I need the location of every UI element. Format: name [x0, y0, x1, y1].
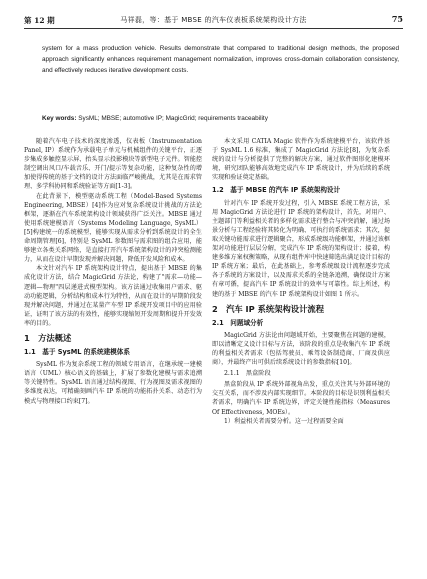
running-title: 马祥磊，等：基于 MBSE 的汽车仪表板系统架构设计方法	[120, 16, 307, 24]
right-paragraph-4: 黑盒阶段从 IP 系统外部视角出发，重点关注其与外部环境的交互关系，而不涉及内部实现细节。本阶段的目标是识别利益相关者需求，明确汽车 IP 系统边界，评定关键性能指标（Measures Of Effectiveness, MOEs）。	[212, 381, 390, 416]
intro-paragraph-2: 在此背景下，模型驱动系统工程（Model-Based Systems Engineering, MBSE）[4]作为应对复杂系统设计挑战的方法论框架，逐渐在汽车系统架构设计领域获得广泛关注。MBSE 通过使用系统建模语言（Systems Modeling Language, SysML）[5]构建统一的系统模型，能够实现从需求分析到系统设计的全生命周期管理[6]，特别是 SysML 参数图与需求图的组合应用，能够建立各类关系网络，是直接打开汽车系统架构设计的冲突检测能力，从而在设计早期发现并解决问题，降低开发风险和成本。	[24, 192, 202, 264]
right-paragraph-1: 本文采用 CATIA Magic 软件作为系统建模平台，该软件基于 SysML 1.6 标准，集成了 MagicGrid 方法论[8]，为复杂系统的设计与分析提供了完整的解决方案，通过软件图形化建模环境，研究团队能够高效地完成汽车 IP 系统设计，并为后续的系统实现和验证奠定基础。	[212, 138, 390, 182]
right-column	[212, 137, 390, 426]
left-column	[24, 137, 202, 406]
intro-paragraph-1: 随着汽车电子技术的深度渗透，仪表板（Instrumentation Panel, IP）系统作为承载电子单元与机械组件的关键平台，正逐步集成多触控显示屏、抬头显示投影模块等新型电子元件。智能控制空调出风口/车载音乐、开门/提示等复杂功能，这种复杂性的增加使得传统的基于文档的设计方法面临严峻挑战，尤其是在需求管理、多学科协同和系统验证等方面[1-3]。	[24, 138, 202, 191]
running-header	[24, 12, 403, 29]
section-1-1-paragraph: SysML 作为复杂系统工程的领域专用语言，在继承统一建模语言（UML）核心语义的基础上，扩展了参数化建模与需求追溯等关键特性。SysML 语言通过结构视图、行为视图及需求视图的多维度表达，可精确刻画汽车 IP 系统的功能拓扑关系、动态行为模式与物理接口约束[7]。	[24, 361, 202, 405]
keywords	[42, 114, 399, 124]
section-1-heading: 1 方法概述	[24, 332, 72, 343]
section-2-1-heading: 2.1 问题域分析	[212, 318, 264, 327]
keywords-text: SysML; MBSE; automotive IP; MagicGrid; requirements traceability	[78, 115, 268, 122]
section-2-heading: 2 汽车 IP 系统架构设计流程	[212, 303, 324, 314]
keywords-label: Key words:	[42, 115, 77, 122]
abstract-continuation	[42, 44, 399, 77]
section-2-1-1-heading: 2.1.1 黑盒阶段	[224, 370, 271, 378]
abstract-text: system for a mass production vehicle. Results demonstrate that compared to traditional design methods, the proposed approach significantly enhances requirement management normalization, improves cross-domain collaboration consistency, and effectively reduces iterative development costs.	[42, 45, 399, 74]
section-1-2-heading: 1.2 基于 MBSE 的汽车 IP 系统架构设计	[212, 186, 341, 195]
section-1-1-heading: 1.1 基于 SysML 的系统建模体系	[24, 348, 130, 357]
right-paragraph-2: 针对汽车 IP 系统开发过程，引入 MBSE 系统工程方法，采用 MagicGrid 方法论进行 IP 系统的架构设计，首先，对用户、主题部门等利益相关者的多样化需求进行整合与冲突消解，通过场景分析与工程经验将其转化为明确、可执行的系统需求；其次，提取关键功能需求进行逻辑聚合，形成系统级功能框架，并通过该框架对功能进行层层分解，完成汽车 IP 系统的架构设计；接着，构建多维方案权衡策略，从现有组件库中快速筛选出满足设计目标的 IP 系统方案；最后，在此基础上，参考系统级设计流程逐步完成各子系统的方案设计，以及需求关系的全链条追溯，确保设计方案有章可循，提高汽车 IP 系统设计的效率与可靠性。综上所述，构建的基于 MBSE 的汽车 IP 系统架构设计如图 1 所示。	[212, 199, 390, 298]
page-number: 75	[391, 14, 403, 24]
intro-paragraph-3: 本文针对汽车 IP 系统架构设计特点，提出基于 MBSE 的集成化设计方法，结合 MagicGrid 方法论，构建了"需求—功能—逻辑—物理"四层递进式模型架构。该方法通过收集用户需求、驱动功能逻辑，分析结构和成本行为特性，从而在设计的早期阶段发现并解决问题，并通过在某量产车型 IP 系统开发项目中的应用验证，证明了该方法的有效性，能够实现缩短开发周期和提升开发效率的目的。	[24, 265, 202, 327]
issue-number: 第 12 期	[24, 16, 55, 25]
right-paragraph-5: 1）利益相关者需要分析。这一过程需要全面	[224, 417, 344, 425]
right-paragraph-3: MagicGrid 方法论由问题域开始，主要聚焦在问题的建模，即以清晰定义设计目标与方法，该阶段的重点是收集汽车 IP 系统的利益相关者需求（包括驾驶员、乘驾设备制造商、厂商及供应商），并最终产出可供后续系统设计的参数指标[10]。	[212, 331, 390, 367]
